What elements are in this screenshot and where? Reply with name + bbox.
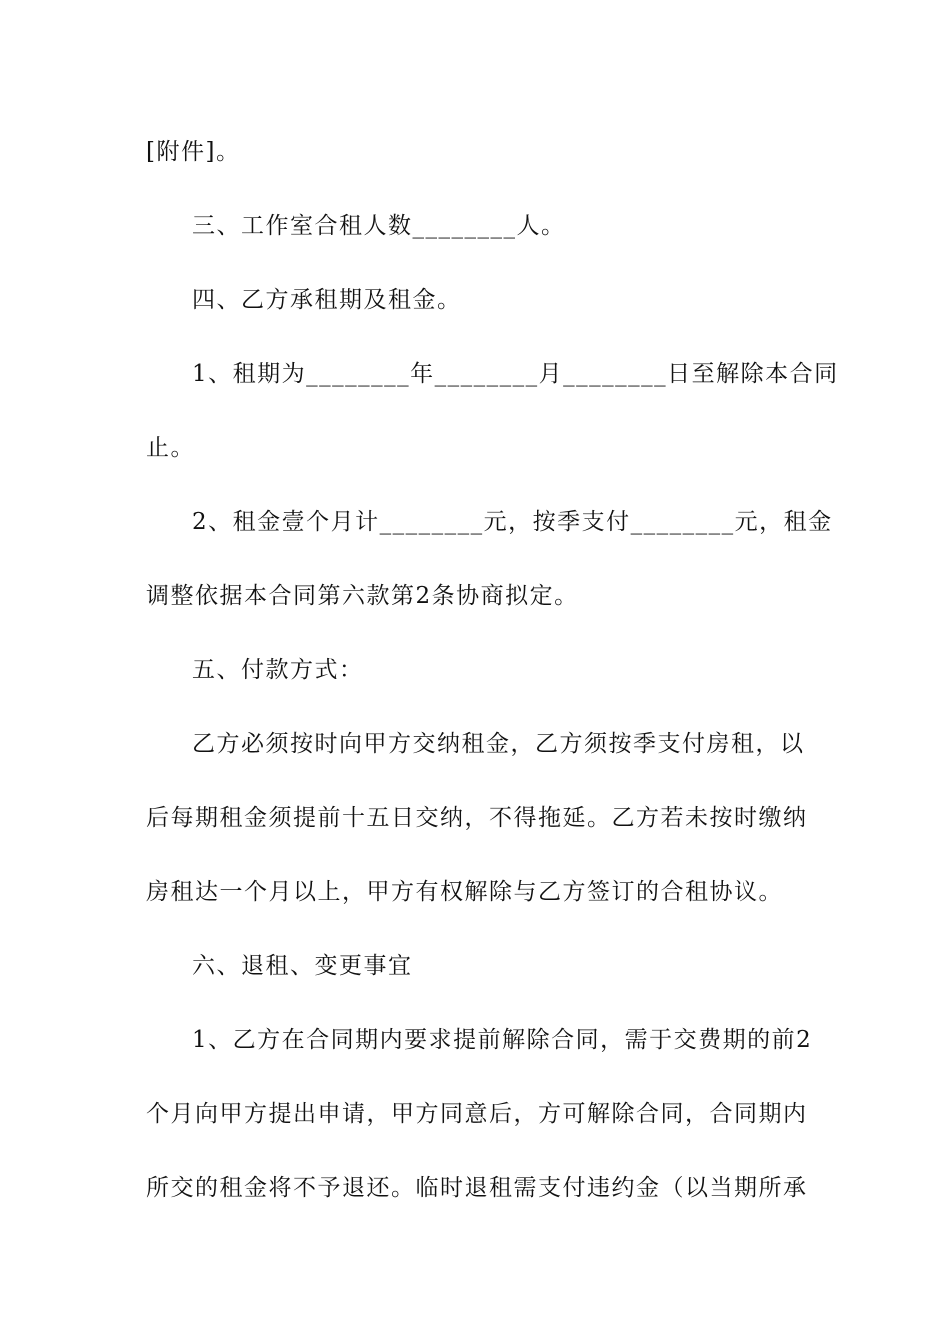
text-line-section-3: 三、工作室合租人数________人。 [192, 213, 566, 239]
text-line-payment-2: 后每期租金须提前十五日交纳，不得拖延。乙方若未按时缴纳 [146, 805, 808, 831]
text-line-termination-1: 1、乙方在合同期内要求提前解除合同，需于交费期的前2 [192, 1027, 813, 1053]
text-line-section-4: 四、乙方承租期及租金。 [192, 287, 462, 313]
text-line-section-5: 五、付款方式： [192, 657, 364, 683]
text-line-rent-amount: 2、租金壹个月计________元，按季支付________元，租金 [192, 509, 833, 535]
text-line-rent-adjust: 调整依据本合同第六款第2条协商拟定。 [146, 583, 579, 609]
text-line-termination-3: 所交的租金将不予退还。临时退租需支付违约金（以当期所承 [146, 1175, 808, 1201]
text-line-payment-1: 乙方必须按时向甲方交纳租金，乙方须按季支付房租，以 [192, 731, 805, 757]
text-line-lease-term: 1、租期为________年________月________日至解除本合同 [192, 361, 839, 387]
text-line-termination-2: 个月向甲方提出申请，甲方同意后，方可解除合同，合同期内 [146, 1101, 808, 1127]
text-line-payment-3: 房租达一个月以上，甲方有权解除与乙方签订的合租协议。 [146, 879, 783, 905]
text-line-lease-term-end: 止。 [146, 435, 195, 461]
text-line-attachment: [附件]。 [146, 139, 241, 165]
text-line-section-6: 六、退租、变更事宜 [192, 953, 413, 979]
